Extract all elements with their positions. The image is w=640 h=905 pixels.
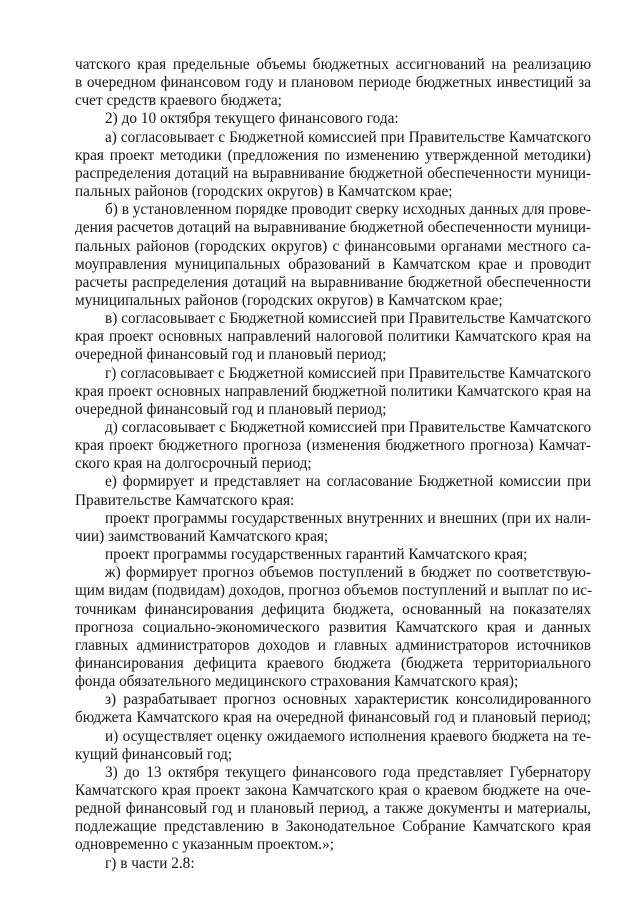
text-line: края проект бюджетного прогноза (изменения бюджетного прогноза) Камчат-: [75, 437, 591, 455]
text-line: расчеты распределения дотаций на выравнивание бюджетной обеспеченности: [75, 273, 591, 291]
text-line: ского края на долгосрочный период;: [75, 455, 312, 473]
text-line: подлежащие представлению в Законодательное Собрание Камчатского края: [75, 818, 591, 836]
paragraph-first-line: г) согласовывает с Бюджетной комиссией при Правительстве Камчатского: [105, 364, 591, 382]
text-line: Правительстве Камчатского края:: [75, 491, 295, 509]
text-line: очередной финансовый год и плановый период;: [75, 400, 387, 418]
text-line: моуправления муниципальных образований в Камчатском крае и проводит: [75, 255, 591, 273]
text-line: края проект основных направлений налоговой политики Камчатского края на: [75, 328, 591, 346]
paragraph-first-line: ж) формирует прогноз объемов поступлений в бюджет по соответствую-: [105, 564, 591, 582]
text-line: пальных районов (городских округов) с финансовыми органами местного са-: [75, 237, 591, 255]
text-line: края проект методики (предложения по изменению утвержденной методики): [75, 146, 591, 164]
text-line: одновременно с указанным проектом.»;: [75, 836, 334, 854]
text-line: редной финансовый год и плановый период, а также документы и материалы,: [75, 800, 591, 818]
paragraph-first-line: проект программы государственных внутренних и внешних (при их нали-: [105, 509, 591, 527]
text-line: бюджета Камчатского края на очередной финансовый год и плановый период;: [75, 709, 591, 727]
text-line: счет средств краевого бюджета;: [75, 92, 282, 110]
paragraph-first-line: з) разрабатывает прогноз основных характеристик консолидированного: [105, 691, 591, 709]
text-line: финансирования дефицита краевого бюджета (бюджета территориального: [75, 654, 591, 672]
text-line: фонда обязательного медицинского страхования Камчатского края);: [75, 673, 519, 691]
text-line: края проект основных направлений бюджетной политики Камчатского края на: [75, 382, 591, 400]
text-line: точникам финансирования дефицита бюджета, основанный на показателях: [75, 600, 591, 618]
paragraph-first-line: и) осуществляет оценку ожидаемого исполнения краевого бюджета на те-: [105, 727, 591, 745]
text-line: щим видам (подвидам) доходов, прогноз объемов поступлений и выплат по ис-: [75, 582, 593, 600]
text-line: в очередном финансовом году и плановом периоде бюджетных инвестиций за: [75, 74, 591, 92]
text-line: главных администраторов доходов и главных администраторов источников: [75, 636, 591, 654]
paragraph-first-line: 3) до 13 октября текущего финансового года представляет Губернатору: [105, 763, 591, 781]
text-line: чатского края предельные объемы бюджетных ассигнований на реализацию: [75, 56, 591, 73]
paragraph-first-line: проект программы государственных гарантий Камчатского края;: [105, 546, 528, 563]
paragraph-first-line: б) в установленном порядке проводит сверку исходных данных для прове-: [105, 201, 591, 219]
text-line: кущий финансовый год;: [75, 745, 233, 763]
text-line: очередной финансовый год и плановый период;: [75, 346, 387, 364]
text-line: прогноза социально-экономического развития Камчатского края и данных: [75, 618, 591, 636]
text-line: муниципальных районов (городских округов) в Камчатском крае;: [75, 291, 503, 309]
paragraph-first-line: е) формирует и представляет на согласование Бюджетной комиссии при: [105, 473, 591, 491]
text-line: Камчатского края проект закона Камчатского края о краевом бюджете на оче-: [75, 782, 591, 799]
text-line: чии) заимствований Камчатского края;: [75, 527, 329, 545]
paragraph-first-line: 2) до 10 октября текущего финансового года:: [105, 110, 399, 128]
paragraph-first-line: а) согласовывает с Бюджетной комиссией при Правительстве Камчатского: [105, 128, 591, 146]
text-line: пальных районов (городских округов) в Камчатском крае;: [75, 183, 453, 200]
paragraph-first-line: д) согласовывает с Бюджетной комиссией при Правительстве Камчатского: [105, 419, 592, 436]
paragraph-first-line: г) в части 2.8:: [105, 854, 195, 872]
text-line: дения расчетов дотаций на выравнивание бюджетной обеспеченности муници-: [75, 219, 592, 237]
paragraph-first-line: в) согласовывает с Бюджетной комиссией при Правительстве Камчатского: [105, 310, 591, 328]
text-line: распределения дотаций на выравнивание бюджетной обеспеченности муници-: [75, 164, 591, 182]
